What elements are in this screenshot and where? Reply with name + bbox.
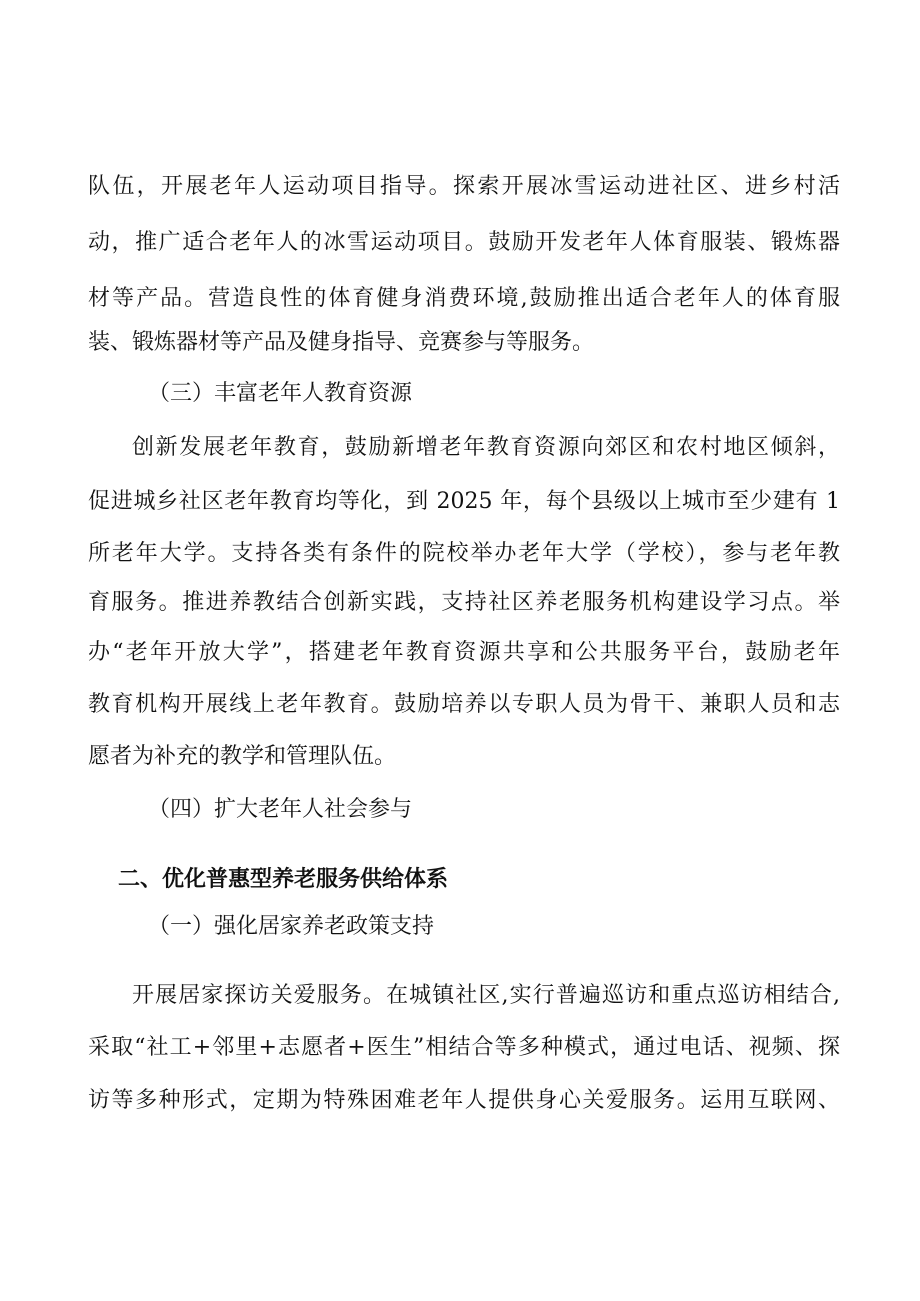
- paragraph-line: 材等产品。营造良性的体育健身消费环境,鼓励推出适合老年人的体育服: [88, 286, 840, 311]
- section-heading: （一）强化居家养老政策支持: [148, 914, 435, 939]
- paragraph-line: 访等多种形式，定期为特殊困难老年人提供身心关爱服务。运用互联网、: [88, 1088, 840, 1113]
- paragraph-line: 采取“社工+邻里+志愿者+医生”相结合等多种模式，通过电话、视频、探: [88, 1035, 840, 1060]
- paragraph-line: 教育机构开展线上老年教育。鼓励培养以专职人员为骨干、兼职人员和志: [88, 692, 840, 717]
- paragraph-line: 所老年大学。支持各类有条件的院校举办老年大学（学校），参与老年教: [88, 541, 840, 566]
- paragraph-line: 育服务。推进养教结合创新实践，支持社区养老服务机构建设学习点。举: [88, 590, 840, 615]
- paragraph-line: 装、锻炼器材等产品及健身指导、竞赛参与等服务。: [88, 330, 595, 355]
- section-heading: （四）扩大老年人社会参与: [148, 797, 413, 822]
- section-heading: （三）丰富老年人教育资源: [148, 381, 413, 406]
- paragraph-line: 队伍，开展老年人运动项目指导。探索开展冰雪运动进社区、进乡村活: [88, 174, 840, 199]
- paragraph-line: 开展居家探访关爱服务。在城镇社区,实行普遍巡访和重点巡访相结合,: [132, 983, 840, 1008]
- paragraph-line: 动，推广适合老年人的冰雪运动项目。鼓励开发老年人体育服装、锻炼器: [88, 230, 840, 255]
- paragraph-line: 促进城乡社区老年教育均等化，到 2025 年，每个县级以上城市至少建有 1: [88, 489, 840, 514]
- paragraph-line: 愿者为补充的教学和管理队伍。: [88, 744, 397, 769]
- paragraph-line: 创新发展老年教育，鼓励新增老年教育资源向郊区和农村地区倾斜，: [132, 435, 840, 460]
- paragraph-line: 办“老年开放大学”，搭建老年教育资源共享和公共服务平台，鼓励老年: [88, 640, 840, 665]
- chapter-heading: 二、优化普惠型养老服务供给体系: [118, 867, 449, 892]
